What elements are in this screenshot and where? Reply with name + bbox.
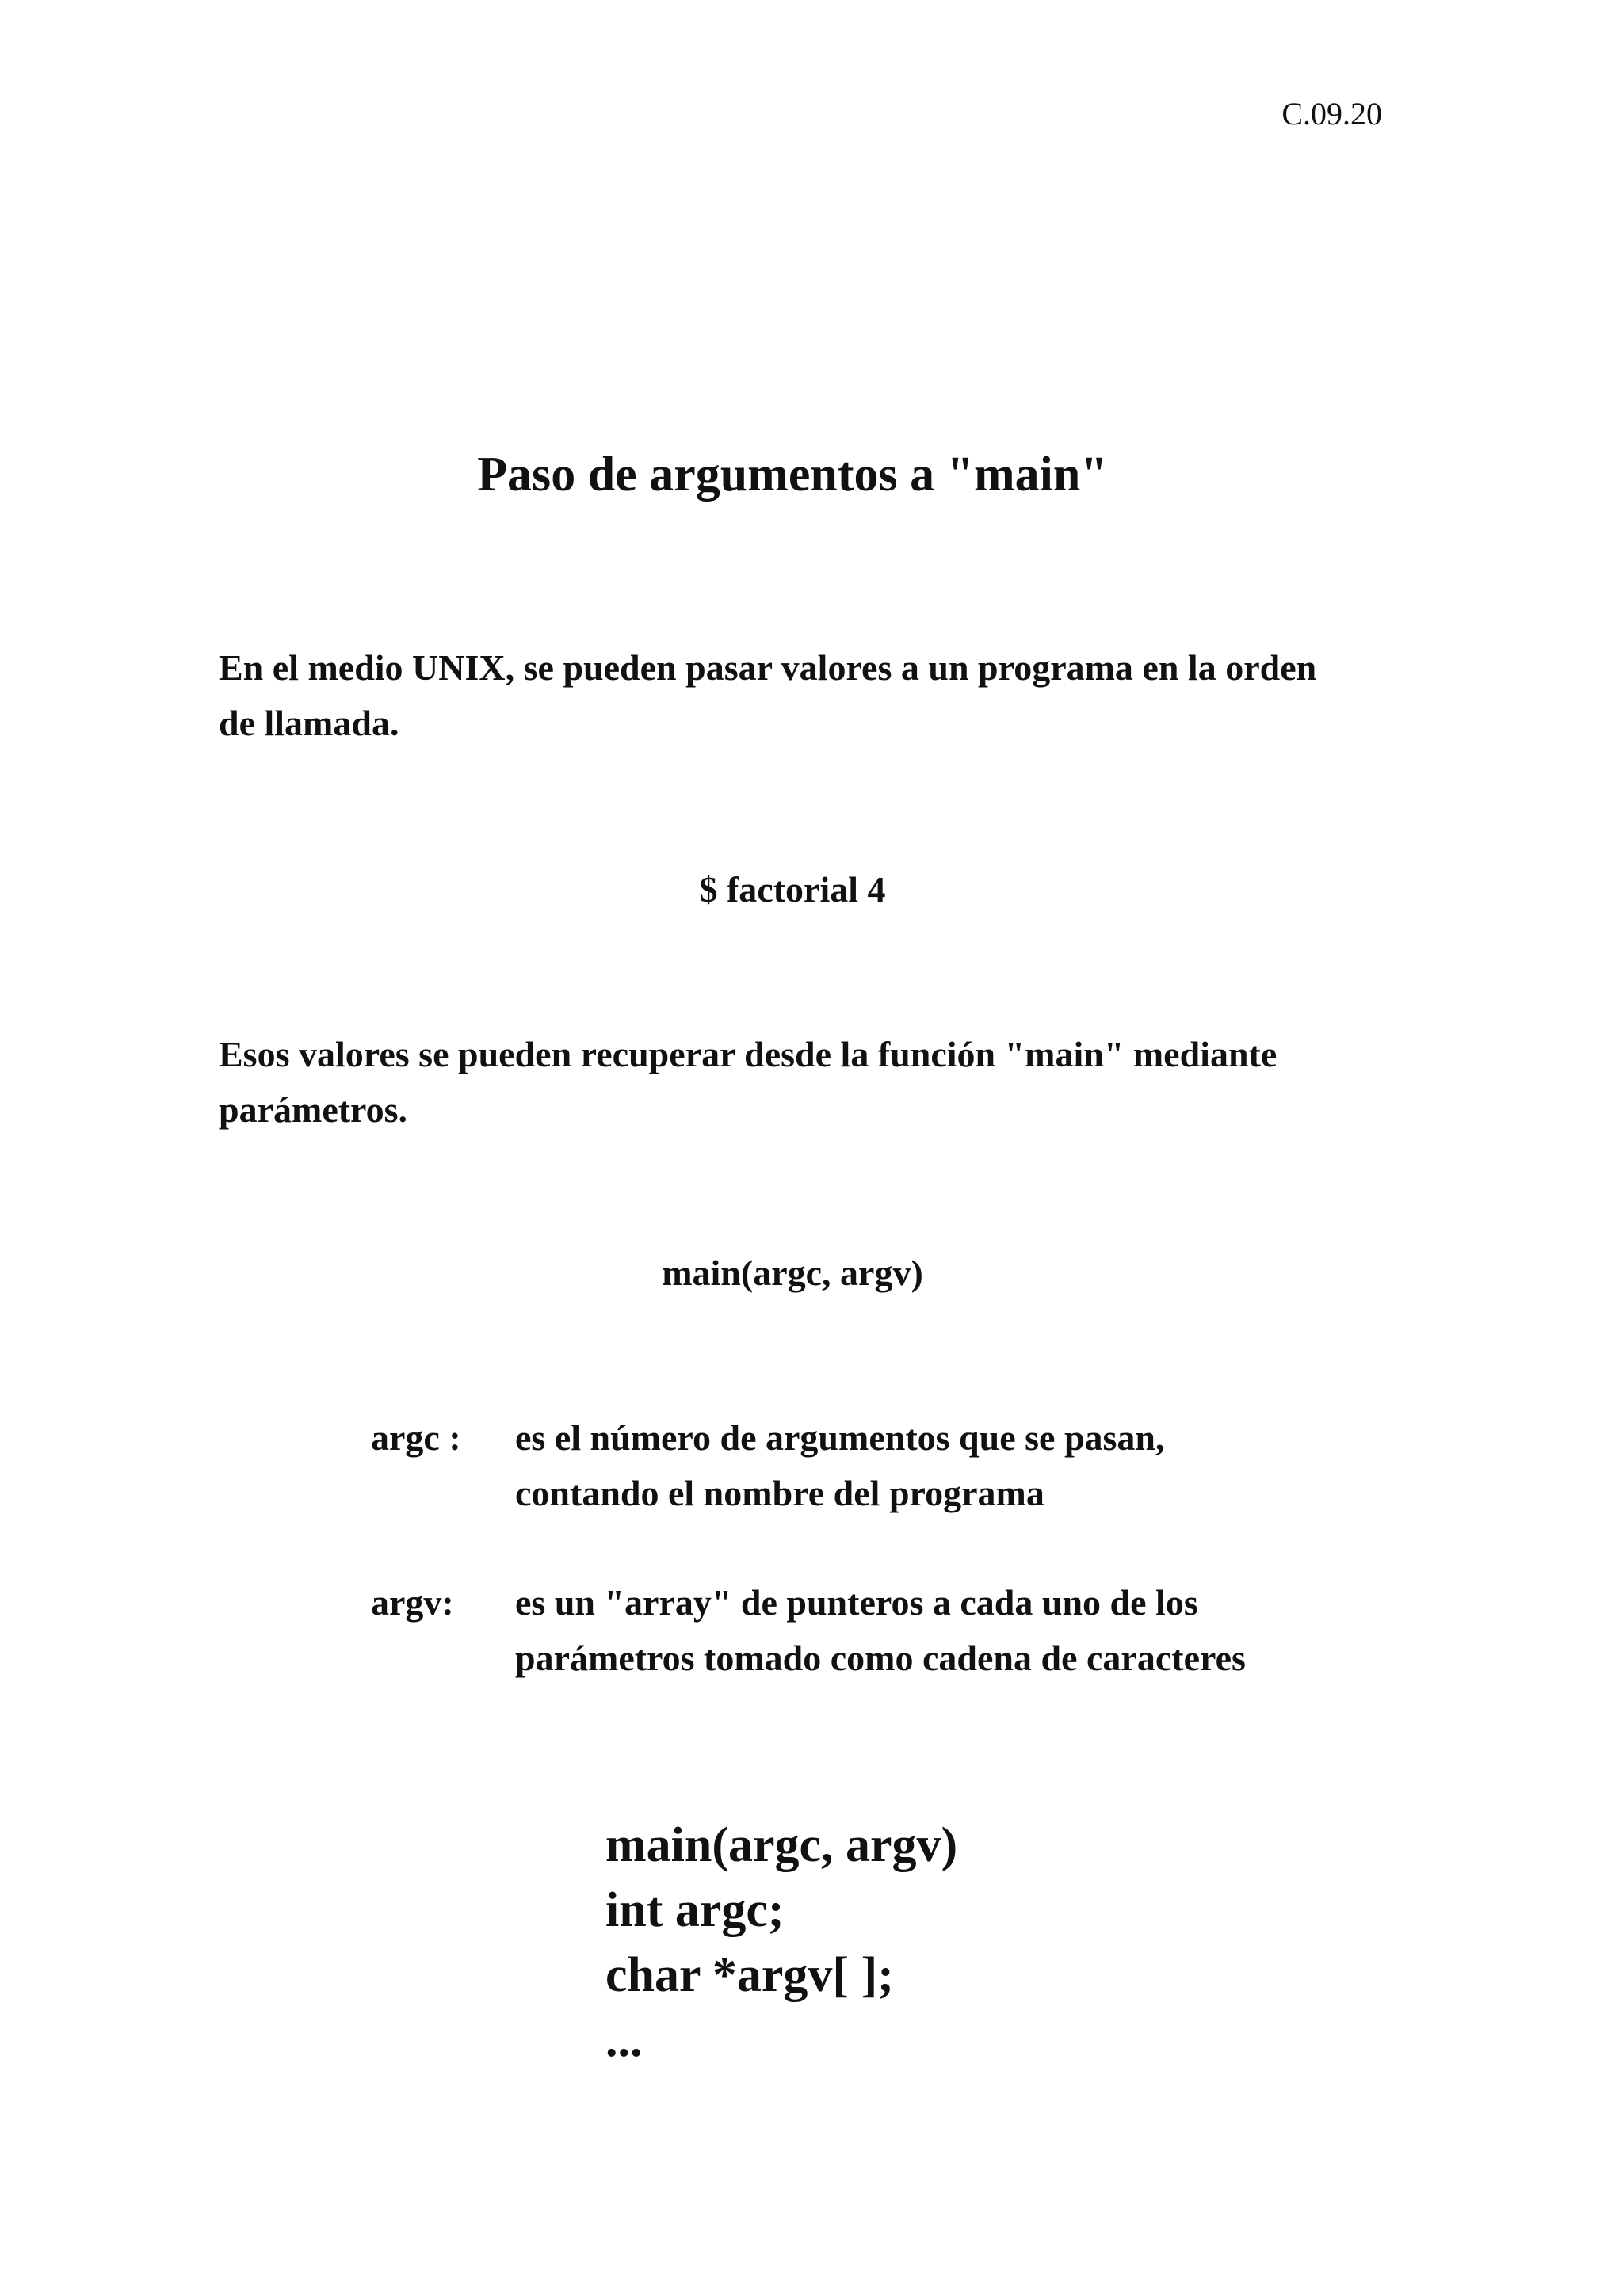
code-line: char *argv[ ]; bbox=[605, 1948, 894, 2002]
intro-paragraph bbox=[219, 640, 1407, 751]
definition-line: es un "array" de punteros a cada uno de los bbox=[515, 1582, 1198, 1623]
page-code: C.09.20 bbox=[1281, 96, 1382, 132]
definition-term: argc : bbox=[371, 1417, 461, 1458]
main-signature: main(argc, argv) bbox=[662, 1253, 923, 1293]
command-example: $ factorial 4 bbox=[699, 869, 886, 910]
code-block bbox=[605, 1813, 957, 2073]
definition-description bbox=[515, 1410, 1401, 1521]
definition-description bbox=[515, 1575, 1401, 1686]
definition-line: contando el nombre del programa bbox=[515, 1473, 1044, 1513]
retrieval-line-2: parámetros. bbox=[219, 1089, 408, 1130]
code-line: int argc; bbox=[605, 1883, 785, 1937]
intro-line-1: En el medio UNIX, se pueden pasar valores a un programa en la orden bbox=[219, 647, 1317, 688]
definition-argc bbox=[371, 1410, 1401, 1521]
page-title: Paso de argumentos a "main" bbox=[477, 448, 1108, 502]
code-line: main(argc, argv) bbox=[605, 1818, 958, 1872]
code-line: ... bbox=[605, 2013, 643, 2067]
definition-argv bbox=[371, 1575, 1401, 1686]
definition-line: es el número de argumentos que se pasan, bbox=[515, 1417, 1165, 1458]
retrieval-paragraph bbox=[219, 1027, 1407, 1138]
retrieval-line-1: Esos valores se pueden recuperar desde la función "main" mediante bbox=[219, 1034, 1277, 1074]
definitions-list bbox=[371, 1410, 1401, 1740]
intro-line-2: de llamada. bbox=[219, 703, 399, 743]
definition-line: parámetros tomado como cadena de caracteres bbox=[515, 1638, 1246, 1678]
definition-term: argv: bbox=[371, 1582, 454, 1623]
